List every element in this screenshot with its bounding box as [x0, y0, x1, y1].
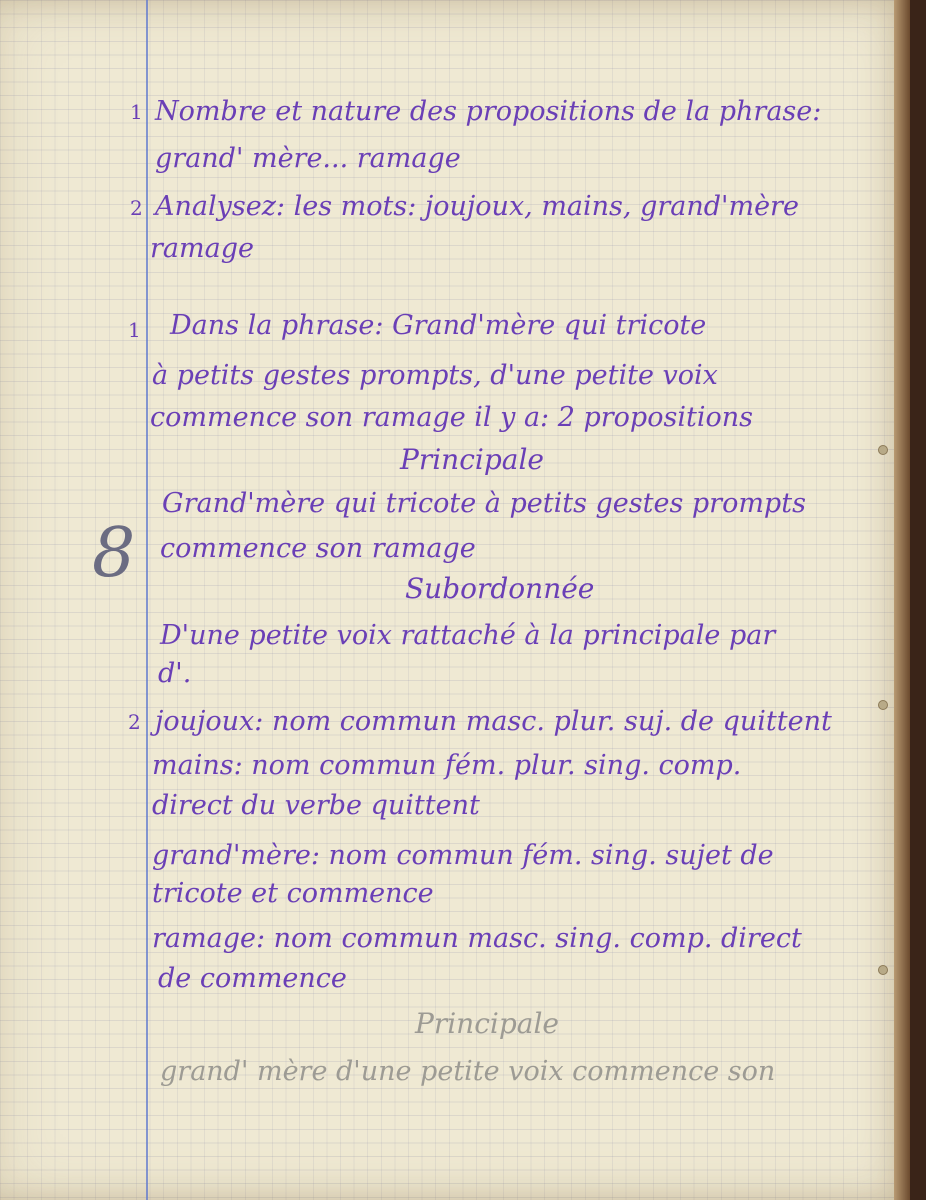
answer-number-2: 2 [128, 710, 141, 734]
page-edge [894, 0, 910, 1200]
question-number-1: 1 [130, 100, 143, 124]
answer1-line-2: à petits gestes prompts, d'une petite voix [152, 360, 718, 391]
answer1-line-3: commence son ramage il y a: 2 propositions [150, 402, 753, 433]
margin-line [146, 0, 148, 1200]
answer2-line-7: de commence [158, 963, 347, 994]
question-line-4: ramage [150, 233, 254, 264]
question-line-2: grand' mère... ramage [155, 143, 461, 174]
binding-stitch [878, 445, 888, 455]
subordonnee-title: Subordonnée [405, 572, 595, 605]
answer2-line-5: tricote et commence [152, 878, 434, 909]
principale-title: Principale [400, 443, 544, 476]
answer2-line-4: grand'mère: nom commun fém. sing. sujet de [152, 840, 774, 871]
answer2-line-3: direct du verbe quittent [152, 790, 480, 821]
question-number-2: 2 [130, 196, 143, 220]
binding-stitch [878, 700, 888, 710]
principale-line-2: commence son ramage [160, 533, 476, 564]
question-line-1: Nombre et nature des propositions de la phrase: [155, 96, 822, 127]
answer1-line-1: Dans la phrase: Grand'mère qui tricote [170, 310, 707, 341]
subordonnee-line-2: d'. [158, 658, 192, 689]
pencil-note-line: grand' mère d'une petite voix commence son [160, 1056, 776, 1087]
answer2-line-2: mains: nom commun fém. plur. sing. comp. [152, 750, 742, 781]
grade-mark: 8 [92, 514, 136, 593]
subordonnee-line-1: D'une petite voix rattaché à la principale par [160, 620, 776, 651]
answer2-line-6: ramage: nom commun masc. sing. comp. direct [152, 923, 802, 954]
pencil-principale-title: Principale [415, 1007, 559, 1040]
question-line-3: Analysez: les mots: joujoux, mains, grand'mère [155, 191, 799, 222]
binding-stitch [878, 965, 888, 975]
answer2-line-1: joujoux: nom commun masc. plur. suj. de quittent [155, 706, 832, 737]
answer-number-1: 1 [128, 318, 141, 342]
principale-line-1: Grand'mère qui tricote à petits gestes prompts [162, 488, 806, 519]
